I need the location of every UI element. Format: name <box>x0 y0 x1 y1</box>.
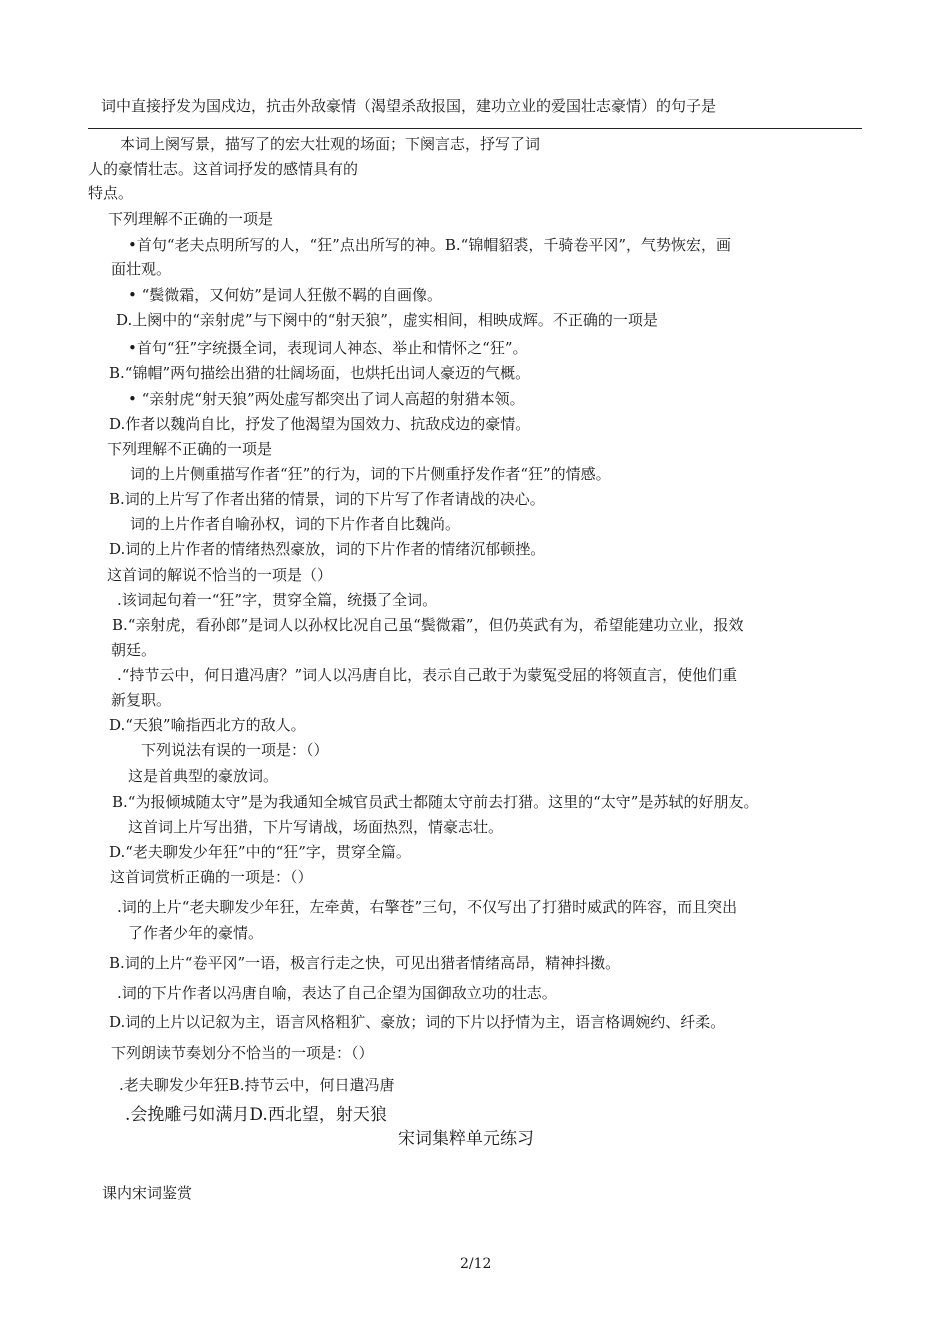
q3-line: 朝廷。 <box>111 641 157 659</box>
q2-line: 词的上片作者自喻孙权，词的下片作者自比魏尚。 <box>130 515 461 533</box>
q1-line: •首句“狂”字统摄全词，表现词人神态、举止和情怀之“狂”。 <box>128 339 528 357</box>
q5-stem: 这首词赏析正确的一项是：（） <box>110 868 313 886</box>
q5-line: B.词的上片“卷平冈”一语，极言行走之快，可见出猎者情绪高昂，精神抖擞。 <box>109 954 621 972</box>
q2-line: D.词的上片作者的情绪热烈豪放，词的下片作者的情绪沉郁顿挫。 <box>109 540 546 558</box>
q3-line: .“持节云中，何日遣冯唐？”词人以冯唐自比，表示自己敢于为蒙冤受屈的将领直言，使他们重 <box>117 666 738 684</box>
q3-line: D.“天狼”喻指西北方的敌人。 <box>109 716 306 734</box>
q1-line: D.作者以魏尚自比，抒发了他渴望为国效力、抗敌戍边的豪情。 <box>109 415 531 433</box>
page-number: 2/12 <box>460 1256 492 1272</box>
q5-line: 了作者少年的豪情。 <box>128 924 264 942</box>
q6-line: .会挽雕弓如满月D.西北望，射天狼 <box>125 1105 387 1125</box>
q5-line: .词的上片“老夫聊发少年狂，左牵黄，右擎苍”三句，不仅写出了打猎时威武的阵容，而且突出 <box>117 898 738 916</box>
q3-line: 新复职。 <box>111 691 172 709</box>
q1-line: •首句“老夫点明所写的人，“狂”点出所写的神。B.“锦帽貂裘，千骑卷平冈”，气势恢宏，画 <box>128 236 731 254</box>
q1-line: • “鬓微霜，又何妨”是词人狂傲不羁的自画像。 <box>128 286 442 304</box>
q1-line: D.上阕中的“亲射虎”与下阕中的“射天狼”，虚实相间，相映成辉。不正确的一项是 <box>116 311 658 329</box>
q5-line: D.词的上片以记叙为主，语言风格粗犷、豪放；词的下片以抒情为主，语言格调婉约、纤柔。 <box>109 1013 726 1031</box>
summary-line-2: 人的豪情壮志。这首词抒发的感情具有的 <box>88 160 359 178</box>
q4-stem: 下列说法有误的一项是：（） <box>141 741 329 759</box>
summary-line-3: 特点。 <box>88 184 134 202</box>
q1-line: 面壮观。 <box>111 260 172 278</box>
q2-line: B.词的上片写了作者出猪的情景，词的下片写了作者请战的决心。 <box>109 490 545 508</box>
summary-line-1: 本词上阕写景，描写了的宏大壮观的场面；下阕言志，抒写了词 <box>120 135 541 153</box>
q6-line: .老夫聊发少年狂B.持节云中，何日遣冯唐 <box>119 1076 395 1094</box>
q1-stem: 下列理解不正确的一项是 <box>108 210 274 228</box>
q6-stem: 下列朗读节奏划分不恰当的一项是：（） <box>111 1044 374 1062</box>
q2-stem: 下列理解不正确的一项是 <box>107 440 273 458</box>
q2-line: 词的上片侧重描写作者“狂”的行为，词的下片侧重抒发作者“狂”的情感。 <box>130 465 611 483</box>
q4-line: 这是首典型的豪放词。 <box>128 767 279 785</box>
q4-line: B.“为报倾城随太守”是为我通知全城官员武士都随太守前去打猎。这里的“太守”是苏轼的好朋友。 <box>112 793 759 811</box>
header-rule <box>88 128 862 129</box>
q1-line: • “亲射虎“射天狼”两处虚写都突出了词人高超的射猎本领。 <box>128 390 525 408</box>
subsection-title: 课内宋词鉴赏 <box>102 1184 193 1202</box>
header-line: 词中直接抒发为国戍边，抗击外敌豪情（渴望杀敌报国，建功立业的爱国壮志豪情）的句子是 <box>101 97 717 115</box>
q3-line: .该词起句着一“狂”字，贯穿全篇，统摄了全词。 <box>117 591 438 609</box>
q3-stem: 这首词的解说不恰当的一项是（） <box>107 566 333 584</box>
q1-line: B.“锦帽”两句描绘出猎的壮阔场面，也烘托出词人豪迈的气概。 <box>109 364 531 382</box>
q4-line: D.“老夫聊发少年狂”中的“狂”字，贯穿全篇。 <box>109 843 411 861</box>
q3-line: B.“亲射虎，看孙郎”是词人以孙权比况自己虽“鬓微霜”，但仍英武有为，希望能建功立业，报效 <box>112 616 744 634</box>
section-title: 宋词集粹单元练习 <box>398 1129 534 1149</box>
q4-line: 这首词上片写出猎，下片写请战，场面热烈，情豪志壮。 <box>128 818 504 836</box>
q5-line: .词的下片作者以冯唐自喻，表达了自己企望为国御敌立功的壮志。 <box>117 984 557 1002</box>
